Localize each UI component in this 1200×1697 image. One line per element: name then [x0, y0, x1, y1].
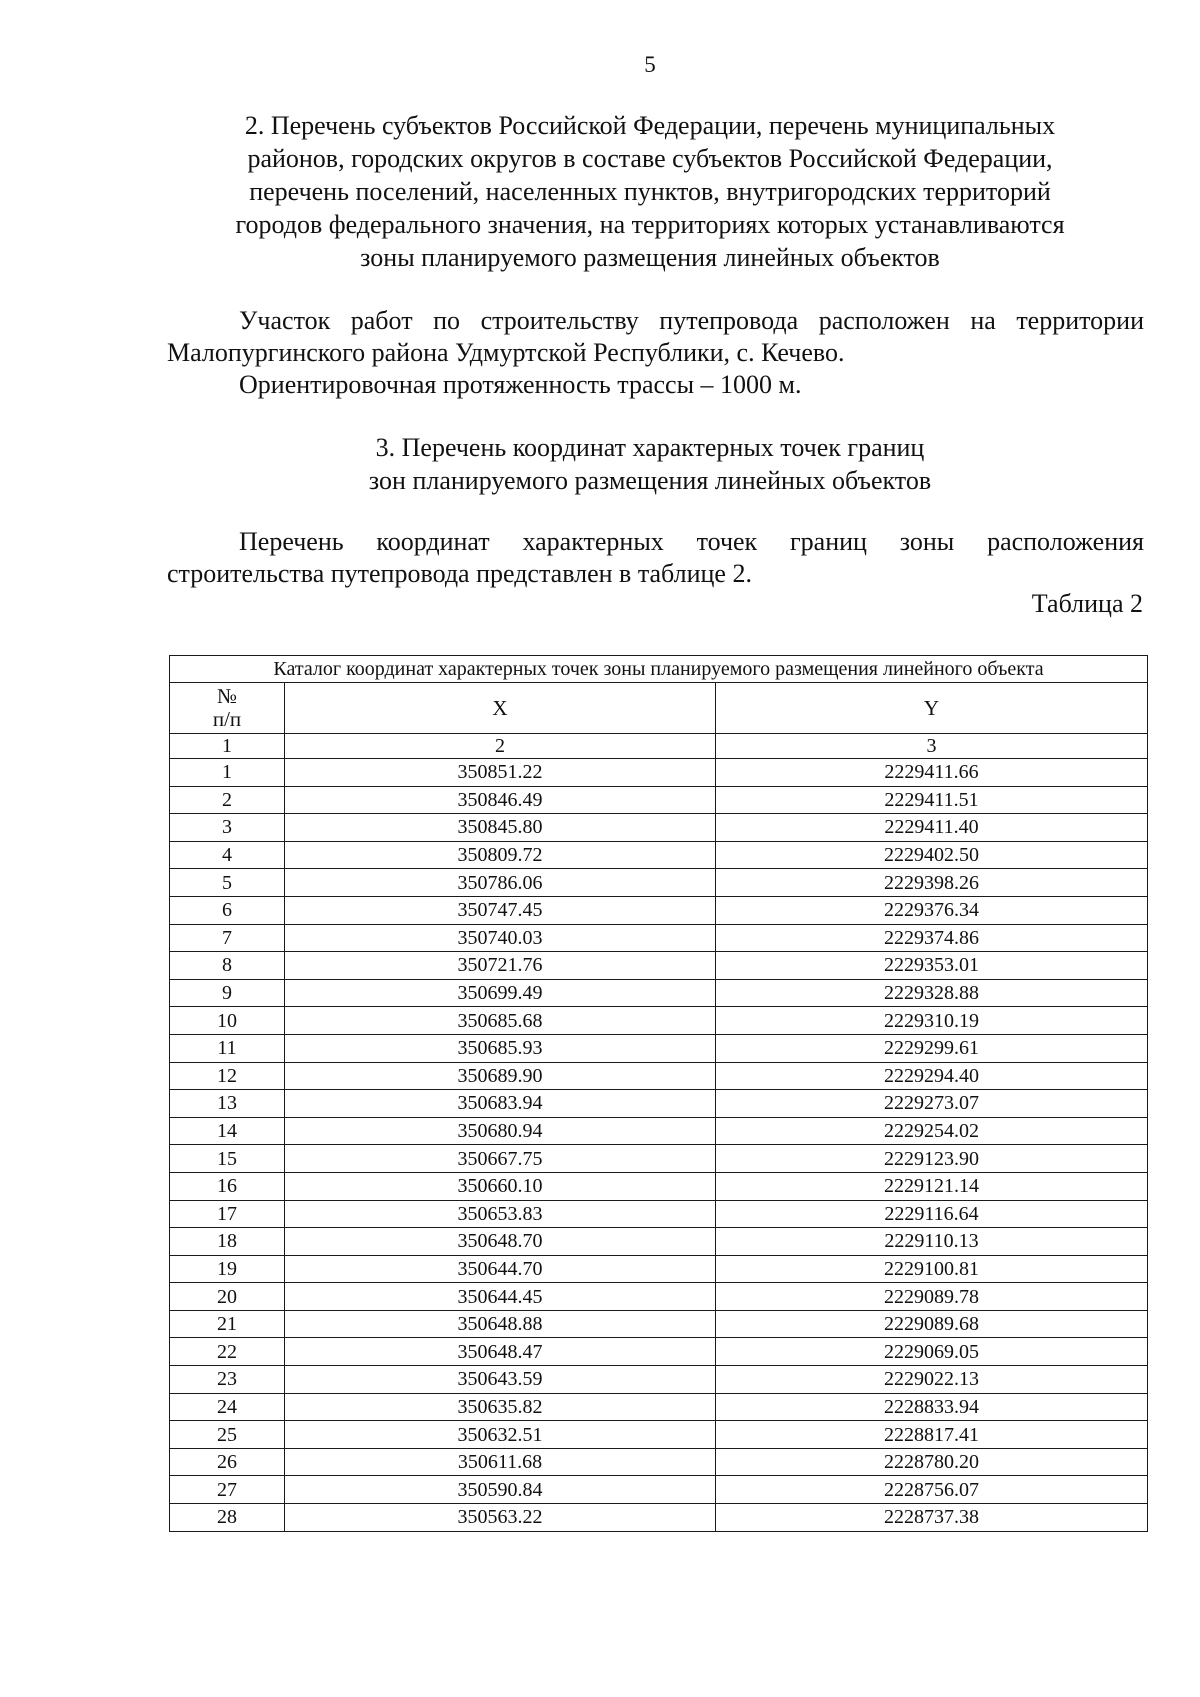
- x-coordinate-cell: 350747.45: [285, 896, 716, 924]
- x-coordinate-cell: 350683.94: [285, 1090, 716, 1118]
- x-coordinate-cell: 350685.68: [285, 1007, 716, 1035]
- header-number-symbol: №: [216, 684, 238, 708]
- section-2-heading: [160, 109, 1140, 274]
- x-coordinate-cell: 350635.82: [285, 1393, 716, 1421]
- x-coordinate-cell: 350643.59: [285, 1366, 716, 1394]
- section-2-heading-line: перечень поселений, населенных пунктов, внутригородских территорий: [249, 177, 1051, 206]
- row-number-cell: 1: [170, 759, 285, 787]
- row-number-cell: 24: [170, 1393, 285, 1421]
- section-3-heading-line: 3. Перечень координат характерных точек границ: [375, 433, 925, 462]
- header-x: X: [285, 683, 716, 734]
- section-3-body: [167, 526, 1144, 590]
- section-2-heading-line: 2. Перечень субъектов Российской Федерации, перечень муниципальных: [244, 111, 1056, 140]
- table-row: [170, 1007, 1148, 1035]
- row-number-cell: 16: [170, 1172, 285, 1200]
- y-coordinate-cell: 2228756.07: [716, 1476, 1148, 1504]
- y-coordinate-cell: 2228817.41: [716, 1421, 1148, 1449]
- table-row: [170, 1504, 1148, 1532]
- row-number-cell: 18: [170, 1228, 285, 1256]
- section-2-heading-line: районов, городских округов в составе субъектов Российской Федерации,: [247, 144, 1053, 173]
- table-row: [170, 1117, 1148, 1145]
- table-row: [170, 1145, 1148, 1173]
- table-caption: Каталог координат характерных точек зоны планируемого размещения линейного объекта: [170, 656, 1148, 683]
- x-coordinate-cell: 350653.83: [285, 1200, 716, 1228]
- section-2-body: [167, 305, 1144, 401]
- column-number: 2: [285, 734, 716, 759]
- section-3-heading-line: зон планируемого размещения линейных объектов: [368, 466, 932, 495]
- row-number-cell: 17: [170, 1200, 285, 1228]
- table-row: [170, 1393, 1148, 1421]
- column-number: 1: [170, 734, 285, 759]
- section-2-heading-line: городов федерального значения, на территориях которых устанавливаются: [235, 210, 1065, 239]
- table-row: [170, 1310, 1148, 1338]
- y-coordinate-cell: 2229328.88: [716, 979, 1148, 1007]
- x-coordinate-cell: 350685.93: [285, 1034, 716, 1062]
- row-number-cell: 15: [170, 1145, 285, 1173]
- x-coordinate-cell: 350644.45: [285, 1283, 716, 1311]
- y-coordinate-cell: 2229110.13: [716, 1228, 1148, 1256]
- section-3-heading: [160, 431, 1140, 497]
- y-coordinate-cell: 2229273.07: [716, 1090, 1148, 1118]
- row-number-cell: 26: [170, 1448, 285, 1476]
- header-y: Y: [716, 683, 1148, 734]
- y-coordinate-cell: 2228737.38: [716, 1504, 1148, 1532]
- y-coordinate-cell: 2229374.86: [716, 924, 1148, 952]
- x-coordinate-cell: 350660.10: [285, 1172, 716, 1200]
- table-row: [170, 786, 1148, 814]
- y-coordinate-cell: 2229089.78: [716, 1283, 1148, 1311]
- table-row: [170, 1338, 1148, 1366]
- table-row: [170, 841, 1148, 869]
- row-number-cell: 5: [170, 869, 285, 897]
- y-coordinate-cell: 2229402.50: [716, 841, 1148, 869]
- header-number-abbr: п/п: [212, 707, 242, 731]
- row-number-cell: 4: [170, 841, 285, 869]
- body-line: Малопургинского района Удмуртской Республики, с. Кечево.: [167, 338, 845, 367]
- row-number-cell: 28: [170, 1504, 285, 1532]
- section-2-heading-line: зоны планируемого размещения линейных объектов: [360, 243, 940, 272]
- table-row: [170, 1283, 1148, 1311]
- table-row: [170, 1200, 1148, 1228]
- y-coordinate-cell: 2228833.94: [716, 1393, 1148, 1421]
- row-number-cell: 7: [170, 924, 285, 952]
- body-line: Перечень координат характерных точек границ зоны расположения: [239, 527, 1144, 556]
- row-number-cell: 20: [170, 1283, 285, 1311]
- table-row: [170, 1090, 1148, 1118]
- y-coordinate-cell: 2229411.51: [716, 786, 1148, 814]
- row-number-cell: 22: [170, 1338, 285, 1366]
- body-line: строительства путепровода представлен в таблице 2.: [167, 559, 752, 588]
- x-coordinate-cell: 350648.88: [285, 1310, 716, 1338]
- row-number-cell: 19: [170, 1255, 285, 1283]
- column-number: 3: [716, 734, 1148, 759]
- row-number-cell: 3: [170, 814, 285, 842]
- x-coordinate-cell: 350851.22: [285, 759, 716, 787]
- y-coordinate-cell: 2229069.05: [716, 1338, 1148, 1366]
- y-coordinate-cell: 2229294.40: [716, 1062, 1148, 1090]
- row-number-cell: 27: [170, 1476, 285, 1504]
- x-coordinate-cell: 350563.22: [285, 1504, 716, 1532]
- table-row: [170, 1228, 1148, 1256]
- row-number-cell: 21: [170, 1310, 285, 1338]
- y-coordinate-cell: 2229398.26: [716, 869, 1148, 897]
- table-row: [170, 896, 1148, 924]
- table-row: [170, 814, 1148, 842]
- header-number: [170, 683, 285, 734]
- body-line: Участок работ по строительству путепровода расположен на территории: [239, 306, 1144, 335]
- x-coordinate-cell: 350667.75: [285, 1145, 716, 1173]
- table-row: [170, 952, 1148, 980]
- table-row: [170, 869, 1148, 897]
- x-coordinate-cell: 350689.90: [285, 1062, 716, 1090]
- y-coordinate-cell: 2229376.34: [716, 896, 1148, 924]
- table-row: [170, 1421, 1148, 1449]
- y-coordinate-cell: 2229254.02: [716, 1117, 1148, 1145]
- row-number-cell: 8: [170, 952, 285, 980]
- y-coordinate-cell: 2229100.81: [716, 1255, 1148, 1283]
- x-coordinate-cell: 350721.76: [285, 952, 716, 980]
- x-coordinate-cell: 350632.51: [285, 1421, 716, 1449]
- table-row: [170, 1476, 1148, 1504]
- row-number-cell: 2: [170, 786, 285, 814]
- row-number-cell: 13: [170, 1090, 285, 1118]
- y-coordinate-cell: 2229411.66: [716, 759, 1148, 787]
- table-row: [170, 1448, 1148, 1476]
- y-coordinate-cell: 2229411.40: [716, 814, 1148, 842]
- row-number-cell: 11: [170, 1034, 285, 1062]
- x-coordinate-cell: 350846.49: [285, 786, 716, 814]
- table-row: [170, 1366, 1148, 1394]
- x-coordinate-cell: 350680.94: [285, 1117, 716, 1145]
- row-number-cell: 9: [170, 979, 285, 1007]
- table-row: [170, 1255, 1148, 1283]
- y-coordinate-cell: 2228780.20: [716, 1448, 1148, 1476]
- row-number-cell: 25: [170, 1421, 285, 1449]
- x-coordinate-cell: 350644.70: [285, 1255, 716, 1283]
- x-coordinate-cell: 350809.72: [285, 841, 716, 869]
- y-coordinate-cell: 2229353.01: [716, 952, 1148, 980]
- row-number-cell: 6: [170, 896, 285, 924]
- y-coordinate-cell: 2229299.61: [716, 1034, 1148, 1062]
- coordinates-table: [169, 655, 1148, 1532]
- y-coordinate-cell: 2229123.90: [716, 1145, 1148, 1173]
- x-coordinate-cell: 350786.06: [285, 869, 716, 897]
- y-coordinate-cell: 2229022.13: [716, 1366, 1148, 1394]
- table-row: [170, 979, 1148, 1007]
- table-row: [170, 1034, 1148, 1062]
- x-coordinate-cell: 350590.84: [285, 1476, 716, 1504]
- table-label: Таблица 2: [1031, 589, 1143, 618]
- x-coordinate-cell: 350611.68: [285, 1448, 716, 1476]
- x-coordinate-cell: 350740.03: [285, 924, 716, 952]
- x-coordinate-cell: 350648.47: [285, 1338, 716, 1366]
- x-coordinate-cell: 350699.49: [285, 979, 716, 1007]
- row-number-cell: 12: [170, 1062, 285, 1090]
- table-row: [170, 924, 1148, 952]
- x-coordinate-cell: 350648.70: [285, 1228, 716, 1256]
- row-number-cell: 14: [170, 1117, 285, 1145]
- table-row: [170, 759, 1148, 787]
- table-body: [170, 759, 1148, 1532]
- y-coordinate-cell: 2229116.64: [716, 1200, 1148, 1228]
- y-coordinate-cell: 2229121.14: [716, 1172, 1148, 1200]
- row-number-cell: 23: [170, 1366, 285, 1394]
- table-row: [170, 1062, 1148, 1090]
- y-coordinate-cell: 2229089.68: [716, 1310, 1148, 1338]
- table-row: [170, 1172, 1148, 1200]
- x-coordinate-cell: 350845.80: [285, 814, 716, 842]
- page-number: 5: [644, 52, 656, 77]
- body-line: Ориентировочная протяженность трассы – 1000 м.: [239, 370, 802, 399]
- y-coordinate-cell: 2229310.19: [716, 1007, 1148, 1035]
- row-number-cell: 10: [170, 1007, 285, 1035]
